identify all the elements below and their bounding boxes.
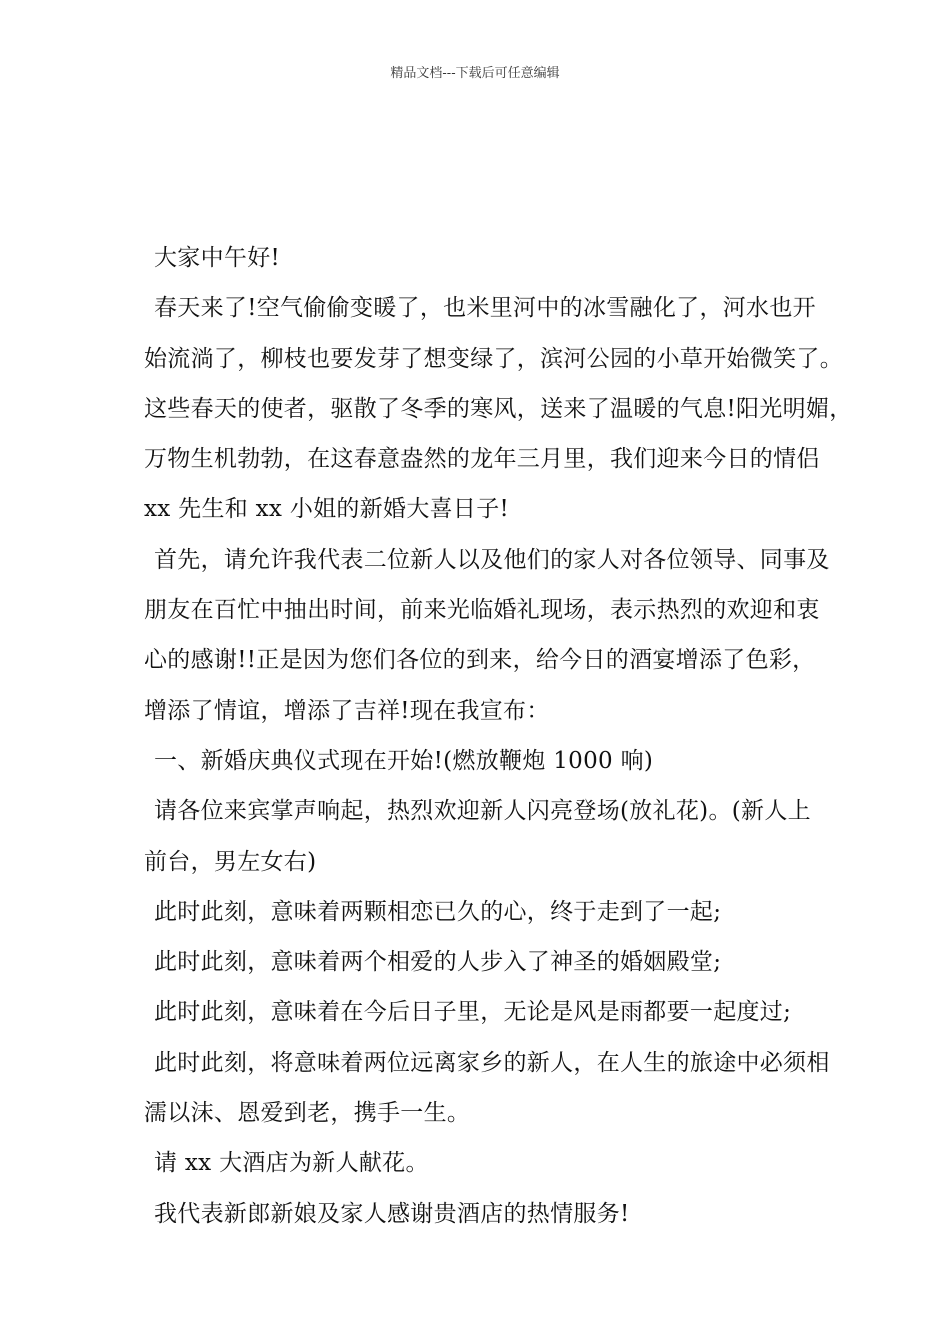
text-line: 此时此刻，将意味着两位远离家乡的新人，在人生的旅途中必须相 [154, 1049, 830, 1076]
text-line: 前台，男左女右) [144, 848, 317, 875]
paragraph-moment-4 [144, 1038, 830, 1139]
page-header: 精品文档---下载后可任意编辑 [390, 66, 560, 81]
text-line: 此时此刻，意味着两颗相恋已久的心，终于走到了一起; [154, 898, 722, 925]
text-line: 万物生机勃勃，在这春意盎然的龙年三月里，我们迎来今日的情侣 [144, 446, 820, 473]
text-line: 增添了情谊，增添了吉祥!现在我宣布： [144, 697, 550, 724]
text-line: 请各位来宾掌声响起，热烈欢迎新人闪亮登场(放礼花)。(新人上 [154, 798, 811, 825]
text-line: 始流淌了，柳枝也要发芽了想变绿了，滨河公园的小草开始微笑了。 [144, 345, 843, 372]
text-line: 大家中午好! [154, 245, 281, 271]
text-line: 我代表新郎新娘及家人感谢贵酒店的热情服务! [154, 1200, 630, 1227]
text-line: 心的感谢!!正是因为您们各位的到来，给今日的酒宴增添了色彩， [144, 647, 816, 674]
text-line: 濡以沫、恩爱到老，携手一生。 [144, 1100, 471, 1127]
text-line: 首先，请允许我代表二位新人以及他们的家人对各位领导、同事及 [154, 546, 830, 573]
paragraph-spring [144, 283, 853, 534]
paragraph-moment-1 [144, 887, 824, 937]
text-line: 春天来了!空气偷偷变暖了，也米里河中的冰雪融化了，河水也开 [154, 295, 816, 322]
text-line: 此时此刻，意味着在今后日子里，无论是风是雨都要一起度过; [154, 999, 792, 1026]
paragraph-thanks [144, 535, 830, 736]
text-line: 这些春天的使者，驱散了冬季的寒风，送来了温暖的气息!阳光明媚， [144, 395, 853, 422]
paragraph-hotel-thanks [144, 1189, 824, 1239]
document-body [144, 233, 853, 1239]
text-line: 请 xx 大酒店为新人献花。 [154, 1150, 429, 1177]
text-line: 一、新婚庆典仪式现在开始!(燃放鞭炮 1000 响) [154, 747, 654, 774]
paragraph-greeting [144, 233, 824, 283]
text-line: 朋友在百忙中抽出时间，前来光临婚礼现场，表示热烈的欢迎和衷 [144, 597, 820, 624]
paragraph-moment-3 [144, 987, 824, 1037]
paragraph-flowers [144, 1138, 824, 1188]
text-line: xx 先生和 xx 小姐的新婚大喜日子! [144, 496, 510, 523]
paragraph-ceremony-start [144, 736, 824, 786]
paragraph-moment-2 [144, 937, 824, 987]
paragraph-applause [144, 786, 824, 887]
text-line: 此时此刻，意味着两个相爱的人步入了神圣的婚姻殿堂; [154, 949, 722, 976]
